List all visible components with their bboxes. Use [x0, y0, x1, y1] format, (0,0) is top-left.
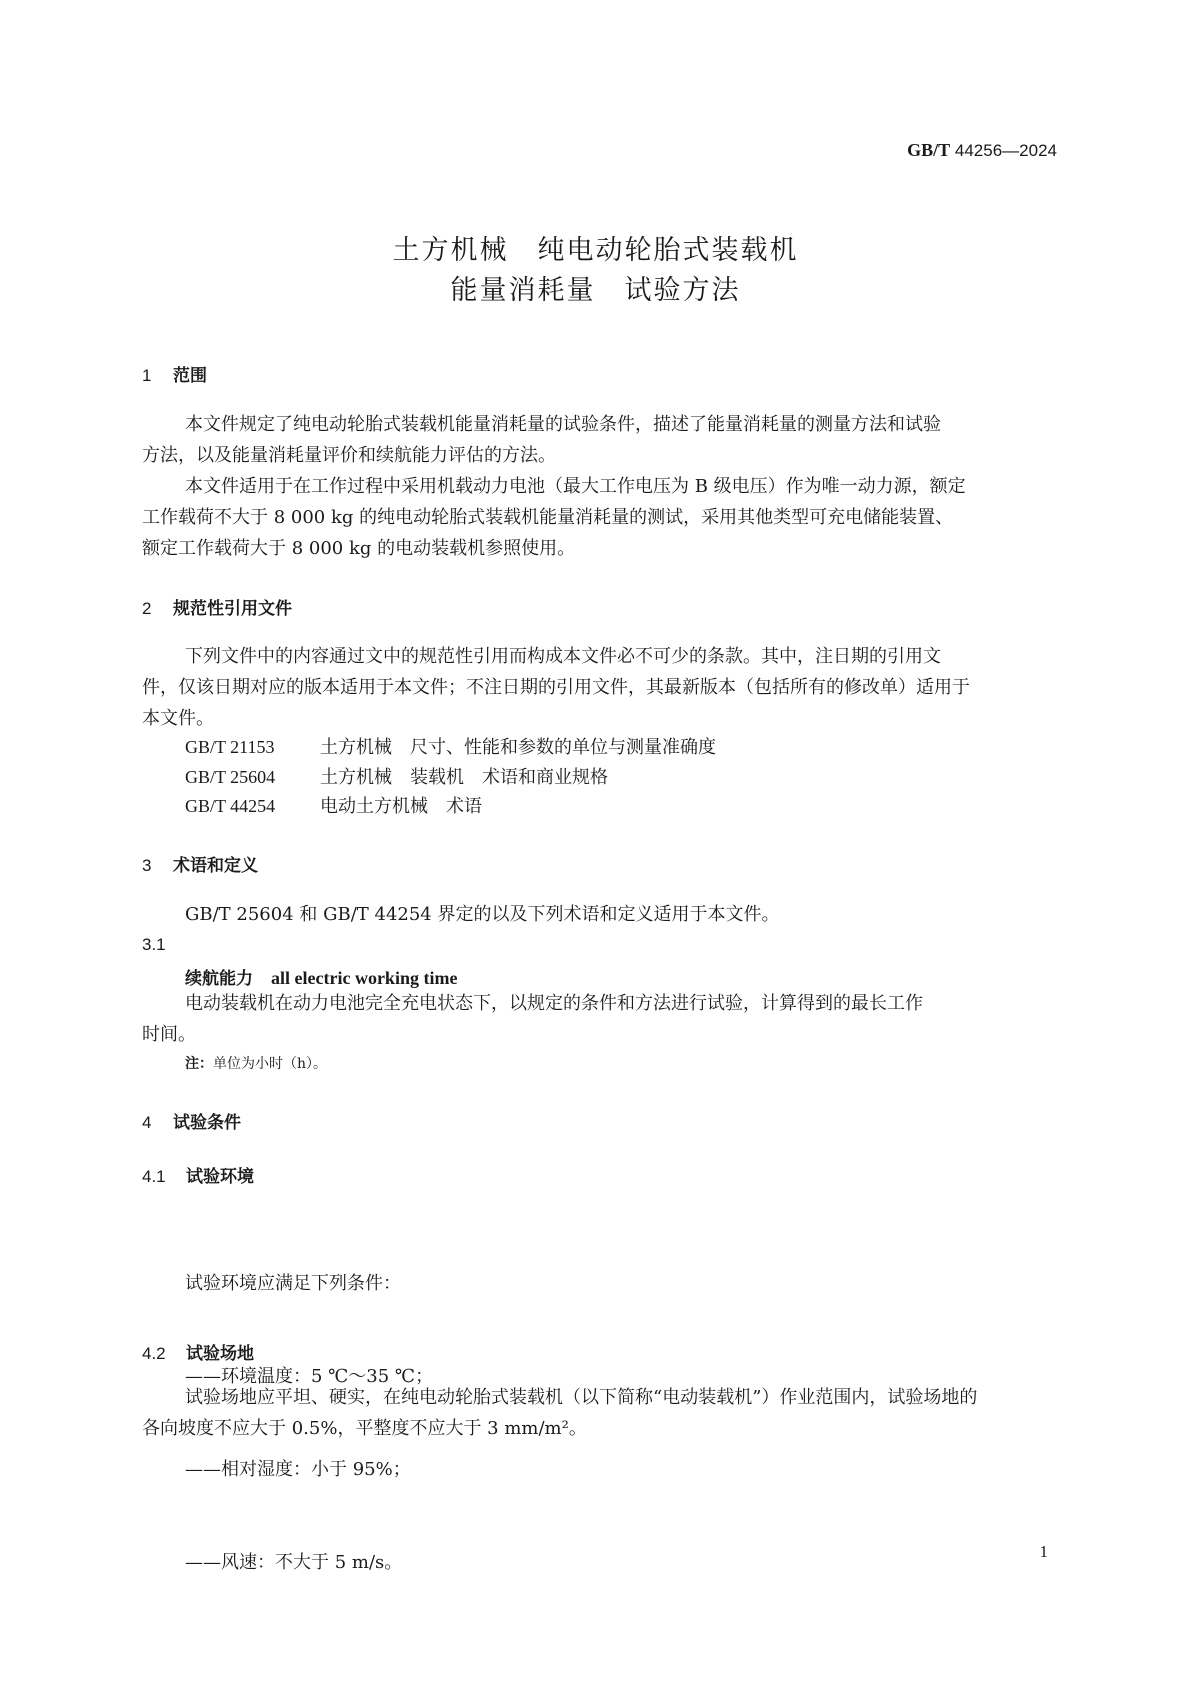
reference-item [185, 792, 482, 818]
term-english: all electric working time [271, 968, 458, 988]
section-3-number: 3 [142, 856, 152, 875]
reference-item [185, 763, 608, 789]
section-4-2-number: 4.2 [142, 1344, 166, 1363]
page-number: 1 [1039, 1542, 1048, 1561]
text-line: 本文件。 [142, 708, 214, 729]
term-note [185, 1053, 327, 1073]
section-2-heading [142, 594, 292, 619]
text-line: 各向坡度不应大于 0.5%，平整度不应大于 3 mm/m²。 [142, 1418, 587, 1439]
section-1-number: 1 [142, 366, 152, 385]
term-definition [142, 988, 1052, 1050]
text-line: 试验场地应平坦、硬实，在纯电动轮胎式装载机（以下简称“电动装载机”）作业范围内，试验场地的 [185, 1387, 978, 1408]
section-4-1-number: 4.1 [142, 1167, 166, 1186]
section-4-number: 4 [142, 1113, 152, 1132]
reference-code: GB/T 21153 [185, 737, 275, 757]
text-line: 下列文件中的内容通过文中的规范性引用而构成本文件必不可少的条款。其中，注日期的引用文 [185, 646, 941, 667]
reference-title: 电动土方机械 术语 [320, 796, 482, 817]
note-text: 单位为小时（h）。 [213, 1056, 328, 1072]
section-2-paragraph-1 [142, 641, 1052, 734]
section-1-paragraph-1 [142, 409, 1052, 471]
text-line: 本文件适用于在工作过程中采用机载动力电池（最大工作电压为 B 级电压）作为唯一动力源，额定 [185, 476, 966, 497]
reference-code: GB/T 25604 [185, 767, 276, 787]
text-line: 工作载荷不大于 8 000 kg 的纯电动轮胎式装载机能量消耗量的测试，采用其他类型可充电储能装置、 [142, 507, 954, 528]
text-line: GB/T 25604 和 GB/T 44254 界定的以及下列术语和定义适用于本文件。 [185, 904, 780, 925]
section-3-title: 术语和定义 [173, 856, 258, 876]
section-4-1-title: 试验环境 [186, 1167, 254, 1187]
standard-prefix: GB/T [907, 140, 951, 160]
list-item: ——风速：不大于 5 m/s。 [185, 1552, 403, 1573]
section-4-1-heading [142, 1162, 254, 1187]
section-2-title: 规范性引用文件 [173, 599, 292, 619]
term-entry [185, 964, 457, 989]
list-item: ——环境温度：5 ℃～35 ℃； [185, 1366, 434, 1387]
reference-title: 土方机械 尺寸、性能和参数的单位与测量准确度 [320, 737, 716, 758]
section-4-heading [142, 1108, 241, 1133]
text-line: 额定工作载荷大于 8 000 kg 的电动装载机参照使用。 [142, 538, 576, 559]
doc-title-line1: 土方机械 纯电动轮胎式装载机 [392, 235, 799, 266]
section-4-2-paragraph-1 [142, 1382, 1052, 1444]
list-item: ——相对湿度：小于 95%； [185, 1459, 411, 1480]
section-4-2-heading [142, 1339, 254, 1364]
text-line: 本文件规定了纯电动轮胎式装载机能量消耗量的试验条件，描述了能量消耗量的测量方法和试验 [185, 414, 941, 435]
doc-title-line2: 能量消耗量 试验方法 [450, 275, 741, 306]
standard-code [907, 140, 1057, 161]
section-4-title: 试验条件 [173, 1113, 241, 1133]
section-4-2-title: 试验场地 [186, 1344, 254, 1364]
list-intro: 试验环境应满足下列条件： [185, 1273, 401, 1294]
section-2-number: 2 [142, 599, 152, 618]
term-chinese: 续航能力 [185, 969, 253, 989]
text-line: 时间。 [142, 1024, 196, 1045]
section-1-paragraph-2 [142, 471, 1052, 564]
reference-title: 土方机械 装载机 术语和商业规格 [320, 767, 608, 788]
reference-code: GB/T 44254 [185, 796, 276, 816]
reference-item [185, 733, 716, 759]
section-1-heading [142, 361, 207, 386]
section-1-title: 范围 [173, 366, 207, 386]
section-3-heading [142, 851, 258, 876]
note-label: 注： [185, 1056, 213, 1072]
standard-number: 44256—2024 [950, 141, 1057, 160]
section-3-paragraph-1 [142, 899, 1052, 930]
text-line: 电动装载机在动力电池完全充电状态下，以规定的条件和方法进行试验，计算得到的最长工作 [185, 993, 923, 1014]
text-line: 方法，以及能量消耗量评价和续航能力评估的方法。 [142, 445, 556, 466]
text-line: 件，仅该日期对应的版本适用于本文件；不注日期的引用文件，其最新版本（包括所有的修改单）适用于 [142, 677, 970, 698]
term-number: 3.1 [142, 935, 166, 954]
